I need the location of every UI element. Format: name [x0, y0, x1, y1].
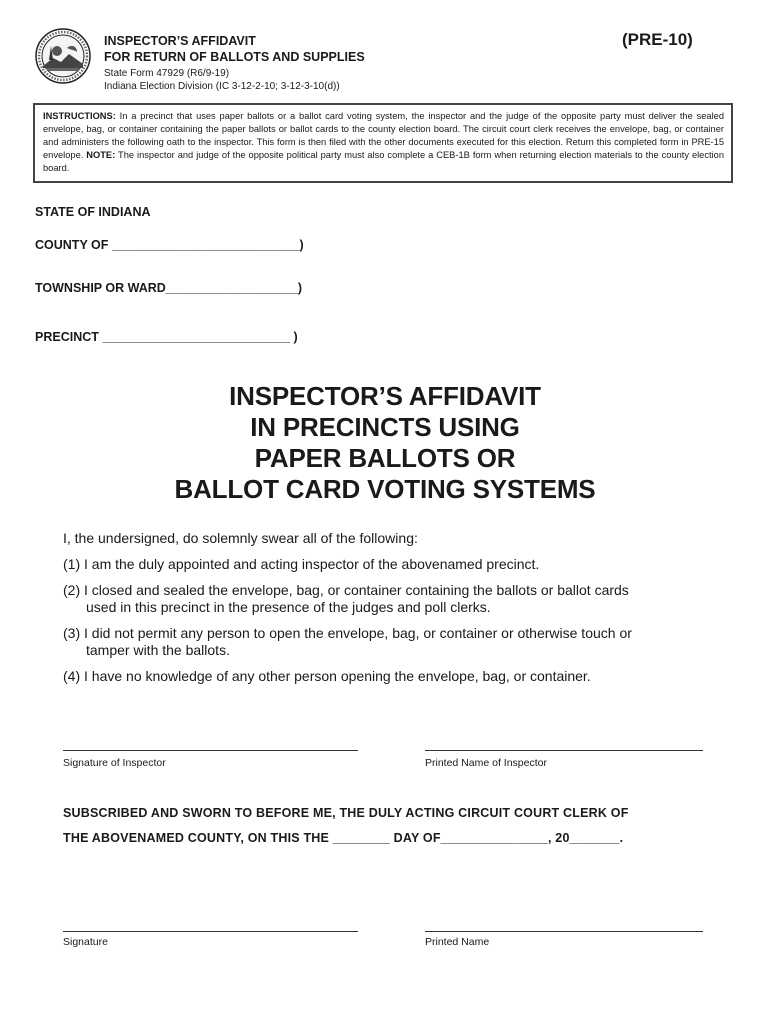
township-field[interactable]: TOWNSHIP OR WARD___________________) — [35, 281, 303, 295]
title-line4: BALLOT CARD VOTING SYSTEMS — [174, 474, 596, 504]
oath-item-2 — [63, 582, 629, 616]
form-code: (PRE-10) — [622, 30, 693, 49]
inspector-printed-name-label: Printed Name of Inspector — [425, 757, 547, 769]
indiana-state-seal-icon — [35, 28, 91, 84]
title-line2: IN PRECINCTS USING — [250, 412, 520, 442]
precinct-field[interactable]: PRECINCT ___________________________ ) — [35, 330, 298, 344]
oath-item-1: (1) I am the duly appointed and acting inspector of the abovenamed precinct. — [63, 556, 540, 572]
instructions-text-1: In a precinct that uses paper ballots or a ballot card voting system, the inspector and the judge of the opposite party must deliver the sealed envelope, bag, or container containing the paper ballots or ballot cards to the county election board. The circuit court clerk receives the envelope, bag, or container and administers the following oath to the inspector. This form is then filed with the other documents executed for this election. Return this completed form in PRE-15 envelope. — [43, 111, 724, 160]
oath-item-3-line2: tamper with the ballots. — [86, 642, 230, 658]
clerk-signature-line[interactable] — [63, 931, 358, 932]
clerk-signature-label: Signature — [63, 936, 108, 948]
oath-item-3-line1: (3) I did not permit any person to open the envelope, bag, or container or otherwise touch or — [63, 625, 632, 641]
instructions-label: INSTRUCTIONS: — [43, 111, 116, 121]
instructions-box — [33, 103, 733, 183]
header-title-line1: INSPECTOR’S AFFIDAVIT — [104, 34, 256, 48]
clerk-printed-name-label: Printed Name — [425, 936, 490, 948]
oath-item-3 — [63, 625, 632, 659]
header-subtitle — [104, 67, 340, 93]
title-line1: INSPECTOR’S AFFIDAVIT — [229, 381, 541, 411]
inspector-signature-line[interactable] — [63, 750, 358, 751]
inspector-signature-label: Signature of Inspector — [63, 757, 166, 769]
title-line3: PAPER BALLOTS OR — [254, 443, 516, 473]
header-title — [104, 33, 365, 65]
oath-item-4: (4) I have no knowledge of any other person opening the envelope, bag, or container. — [63, 668, 591, 684]
sworn-statement-line1: SUBSCRIBED AND SWORN TO BEFORE ME, THE DULY ACTING CIRCUIT COURT CLERK OF — [63, 806, 629, 820]
oath-intro: I, the undersigned, do solemnly swear all of the following: — [63, 530, 418, 546]
state-field: STATE OF INDIANA — [35, 205, 151, 219]
oath-item-2-line2: used in this precinct in the presence of the judges and poll clerks. — [86, 599, 491, 615]
county-field[interactable]: COUNTY OF ___________________________) — [35, 238, 304, 252]
oath-item-2-line1: (2) I closed and sealed the envelope, bag, or container containing the ballots or ballot cards — [63, 582, 629, 598]
instructions-text-2: The inspector and judge of the opposite political party must also complete a CEB-1B form when returning election materials to the county election board. — [43, 150, 724, 173]
clerk-printed-name-line[interactable] — [425, 931, 703, 932]
election-division-citation: Indiana Election Division (IC 3-12-2-10; 3-12-3-10(d)) — [104, 81, 340, 92]
affidavit-title — [0, 381, 770, 505]
state-form-number: State Form 47929 (R6/9-19) — [104, 68, 230, 79]
header-title-line2: FOR RETURN OF BALLOTS AND SUPPLIES — [104, 50, 365, 64]
inspector-printed-name-line[interactable] — [425, 750, 703, 751]
note-label: NOTE: — [86, 150, 116, 160]
sworn-statement-line2[interactable]: THE ABOVENAMED COUNTY, ON THIS THE ________ DAY OF_______________, 20_______. — [63, 831, 624, 845]
